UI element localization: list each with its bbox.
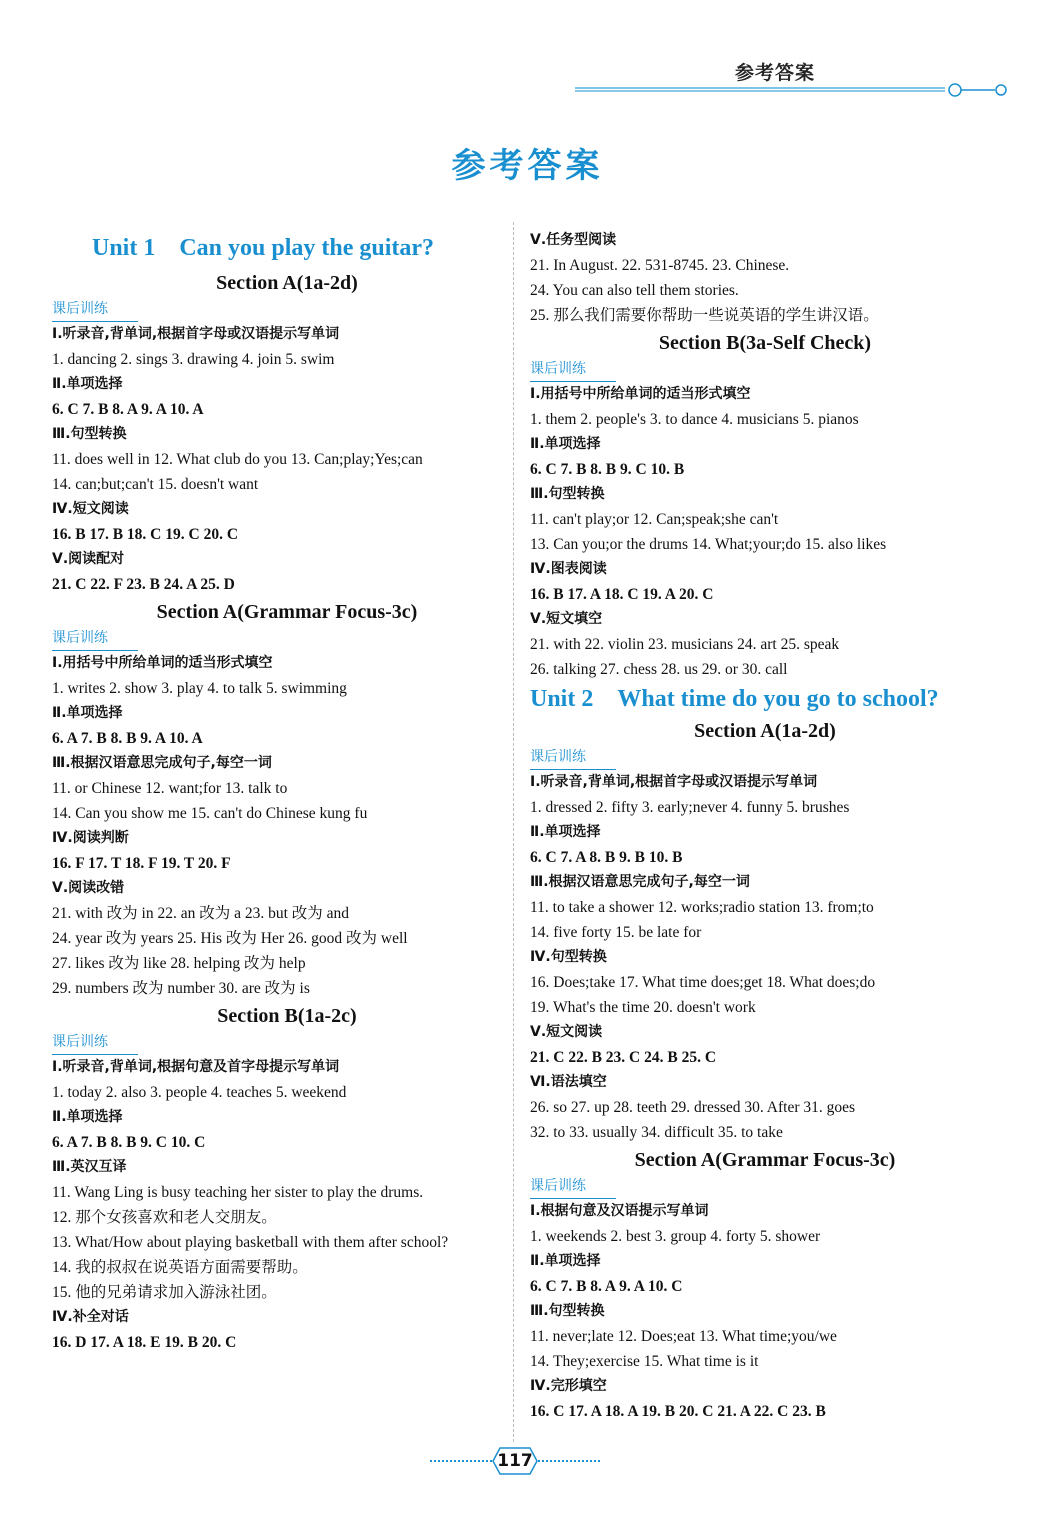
page-number-text: 117 xyxy=(497,1451,533,1471)
exercise-heading: Ⅱ.单项选择 xyxy=(530,1253,601,1269)
exercise-heading: Ⅰ.听录音,背单词,根据首字母或汉语提示写单词 xyxy=(52,326,340,342)
exercise-heading: Ⅰ.听录音,背单词,根据句意及首字母提示写单词 xyxy=(52,1059,340,1075)
left-column xyxy=(52,228,522,1355)
exercise-heading: Ⅱ.单项选择 xyxy=(530,824,601,840)
answer-line: 1. dancing 2. sings 3. drawing 4. join 5. swim xyxy=(52,351,335,368)
exercise-heading: Ⅲ.英汉互译 xyxy=(52,1159,127,1175)
exercise-heading: Ⅴ.短文阅读 xyxy=(530,1024,603,1040)
answer-line: 21. In August. 22. 531-8745. 23. Chinese. xyxy=(530,257,790,274)
exercise-heading: Ⅴ.短文填空 xyxy=(530,611,603,627)
answer-line: 24. You can also tell them stories. xyxy=(530,282,739,299)
section-title: Section A(Grammar Focus-3c) xyxy=(634,1149,896,1171)
answer-line: 16. D 17. A 18. E 19. B 20. C xyxy=(52,1334,237,1351)
answer-line: 11. to take a shower 12. works;radio station 13. from;to xyxy=(530,899,874,916)
answer-line: 13. What/How about playing basketball with them after school? xyxy=(52,1234,449,1251)
exercise-heading: Ⅳ.短文阅读 xyxy=(52,501,129,517)
answer-line: 24. year 改为 years 25. His 改为 Her 26. good 改为 well xyxy=(52,930,408,947)
answer-line: 1. dressed 2. fifty 3. early;never 4. funny 5. brushes xyxy=(530,799,850,816)
exercise-heading: Ⅱ.单项选择 xyxy=(52,1109,123,1125)
exercise-heading: Ⅳ.补全对话 xyxy=(52,1309,129,1325)
answer-line: 14. can;but;can't 15. doesn't want xyxy=(52,476,259,493)
answer-line: 6. C 7. B 8. A 9. A 10. C xyxy=(530,1278,683,1295)
section-title: Section A(Grammar Focus-3c) xyxy=(156,601,418,623)
exercise-heading: Ⅰ.用括号中所给单词的适当形式填空 xyxy=(52,655,273,671)
section-title: Section B(1a-2c) xyxy=(217,1005,357,1027)
answer-line: 6. A 7. B 8. B 9. C 10. C xyxy=(52,1134,206,1151)
answer-line: 16. C 17. A 18. A 19. B 20. C 21. A 22. C 23. B xyxy=(530,1403,826,1420)
answer-line: 14. Can you show me 15. can't do Chinese kung fu xyxy=(52,805,368,822)
page-footer xyxy=(430,1448,600,1488)
answer-line: 29. numbers 改为 number 30. are 改为 is xyxy=(52,980,310,997)
answer-line: 25. 那么我们需要你帮助一些说英语的学生讲汉语。 xyxy=(530,307,879,324)
answer-line: 16. B 17. A 18. C 19. A 20. C xyxy=(530,586,714,603)
answer-line: 11. can't play;or 12. Can;speak;she can't xyxy=(530,511,779,528)
answer-line: 11. or Chinese 12. want;for 13. talk to xyxy=(52,780,288,797)
exercise-heading: Ⅰ.用括号中所给单词的适当形式填空 xyxy=(530,386,751,402)
answer-line: 6. C 7. A 8. B 9. B 10. B xyxy=(530,849,683,866)
exercise-heading: Ⅳ.句型转换 xyxy=(530,949,607,965)
footer-dots-left xyxy=(430,1460,492,1462)
section-title: Section B(3a-Self Check) xyxy=(658,332,872,354)
unit-name: Can you play the guitar? xyxy=(179,235,435,261)
answer-line: 16. F 17. T 18. F 19. T 20. F xyxy=(52,855,231,872)
unit-title xyxy=(530,682,1000,716)
section-title: Section A(1a-2d) xyxy=(216,272,358,294)
section-title: Section A(1a-2d) xyxy=(694,720,836,742)
answer-line: 6. C 7. B 8. A 9. A 10. A xyxy=(52,401,204,418)
answer-line: 11. Wang Ling is busy teaching her sister to play the drums. xyxy=(52,1184,424,1201)
answer-line: 6. C 7. B 8. B 9. C 10. B xyxy=(530,461,685,478)
exercise-heading: Ⅳ.完形填空 xyxy=(530,1378,607,1394)
answer-line: 21. with 改为 in 22. an 改为 a 23. but 改为 and xyxy=(52,905,350,922)
answer-line: 13. Can you;or the drums 14. What;your;do 15. also likes xyxy=(530,536,887,553)
answer-line: 32. to 33. usually 34. difficult 35. to take xyxy=(530,1124,783,1141)
answer-line: 21. C 22. B 23. C 24. B 25. C xyxy=(530,1049,717,1066)
exercise-heading: Ⅵ.语法填空 xyxy=(530,1074,607,1090)
answer-line: 15. 他的兄弟请求加入游泳社团。 xyxy=(52,1284,277,1301)
unit-title xyxy=(52,228,522,268)
exercise-heading: Ⅲ.根据汉语意思完成句子,每空一词 xyxy=(52,755,272,771)
answer-line: 1. them 2. people's 3. to dance 4. musicians 5. pianos xyxy=(530,411,859,428)
answer-line: 6. A 7. B 8. B 9. A 10. A xyxy=(52,730,203,747)
exercise-tag: 课后训练 xyxy=(52,1031,138,1055)
exercise-heading: Ⅱ.单项选择 xyxy=(530,436,601,452)
exercise-heading: Ⅴ.任务型阅读 xyxy=(530,232,617,248)
answer-line: 14. They;exercise 15. What time is it xyxy=(530,1353,759,1370)
answer-line: 26. talking 27. chess 28. us 29. or 30. call xyxy=(530,661,788,678)
exercise-heading: Ⅴ.阅读配对 xyxy=(52,551,125,567)
right-column xyxy=(530,228,1000,1424)
answer-line: 16. B 17. B 18. C 19. C 20. C xyxy=(52,526,239,543)
answer-line: 11. never;late 12. Does;eat 13. What time;you/we xyxy=(530,1328,837,1345)
answer-line: 26. so 27. up 28. teeth 29. dressed 30. After 31. goes xyxy=(530,1099,856,1116)
header-rule xyxy=(575,82,1015,102)
unit-number: Unit 1 xyxy=(92,235,156,261)
exercise-tag: 课后训练 xyxy=(530,358,616,382)
answer-line: 16. Does;take 17. What time does;get 18. What does;do xyxy=(530,974,876,991)
exercise-heading: Ⅲ.句型转换 xyxy=(530,1303,605,1319)
page-number xyxy=(492,1448,538,1474)
unit-name: What time do you go to school? xyxy=(617,686,939,712)
exercise-heading: Ⅲ.句型转换 xyxy=(52,426,127,442)
answer-line: 1. weekends 2. best 3. group 4. forty 5. shower xyxy=(530,1228,821,1245)
answer-line: 14. 我的叔叔在说英语方面需要帮助。 xyxy=(52,1259,308,1276)
answer-line: 14. five forty 15. be late for xyxy=(530,924,702,941)
exercise-heading: Ⅰ.听录音,背单词,根据首字母或汉语提示写单词 xyxy=(530,774,818,790)
answer-line: 21. with 22. violin 23. musicians 24. art 25. speak xyxy=(530,636,840,653)
exercise-tag: 课后训练 xyxy=(52,298,138,322)
exercise-heading: Ⅴ.阅读改错 xyxy=(52,880,125,896)
exercise-heading: Ⅱ.单项选择 xyxy=(52,705,123,721)
exercise-tag: 课后训练 xyxy=(530,746,616,770)
exercise-tag: 课后训练 xyxy=(52,627,138,651)
answer-line: 21. C 22. F 23. B 24. A 25. D xyxy=(52,576,235,593)
exercise-heading: Ⅳ.图表阅读 xyxy=(530,561,607,577)
exercise-heading: Ⅱ.单项选择 xyxy=(52,376,123,392)
answer-line: 19. What's the time 20. doesn't work xyxy=(530,999,756,1016)
exercise-tag: 课后训练 xyxy=(530,1175,616,1199)
answer-line: 11. does well in 12. What club do you 13. Can;play;Yes;can xyxy=(52,451,423,468)
exercise-heading: Ⅰ.根据句意及汉语提示写单词 xyxy=(530,1203,709,1219)
unit-number: Unit 2 xyxy=(530,686,594,712)
exercise-heading: Ⅲ.根据汉语意思完成句子,每空一词 xyxy=(530,874,750,890)
answer-line: 27. likes 改为 like 28. helping 改为 help xyxy=(52,955,306,972)
footer-dots-right xyxy=(538,1460,600,1462)
exercise-heading: Ⅳ.阅读判断 xyxy=(52,830,129,846)
answer-line: 12. 那个女孩喜欢和老人交朋友。 xyxy=(52,1209,277,1226)
page-title: 参考答案 xyxy=(451,146,604,186)
answer-line: 1. writes 2. show 3. play 4. to talk 5. swimming xyxy=(52,680,347,697)
header-label: 参考答案 xyxy=(734,62,815,84)
answer-line: 1. today 2. also 3. people 4. teaches 5. weekend xyxy=(52,1084,347,1101)
exercise-heading: Ⅲ.句型转换 xyxy=(530,486,605,502)
